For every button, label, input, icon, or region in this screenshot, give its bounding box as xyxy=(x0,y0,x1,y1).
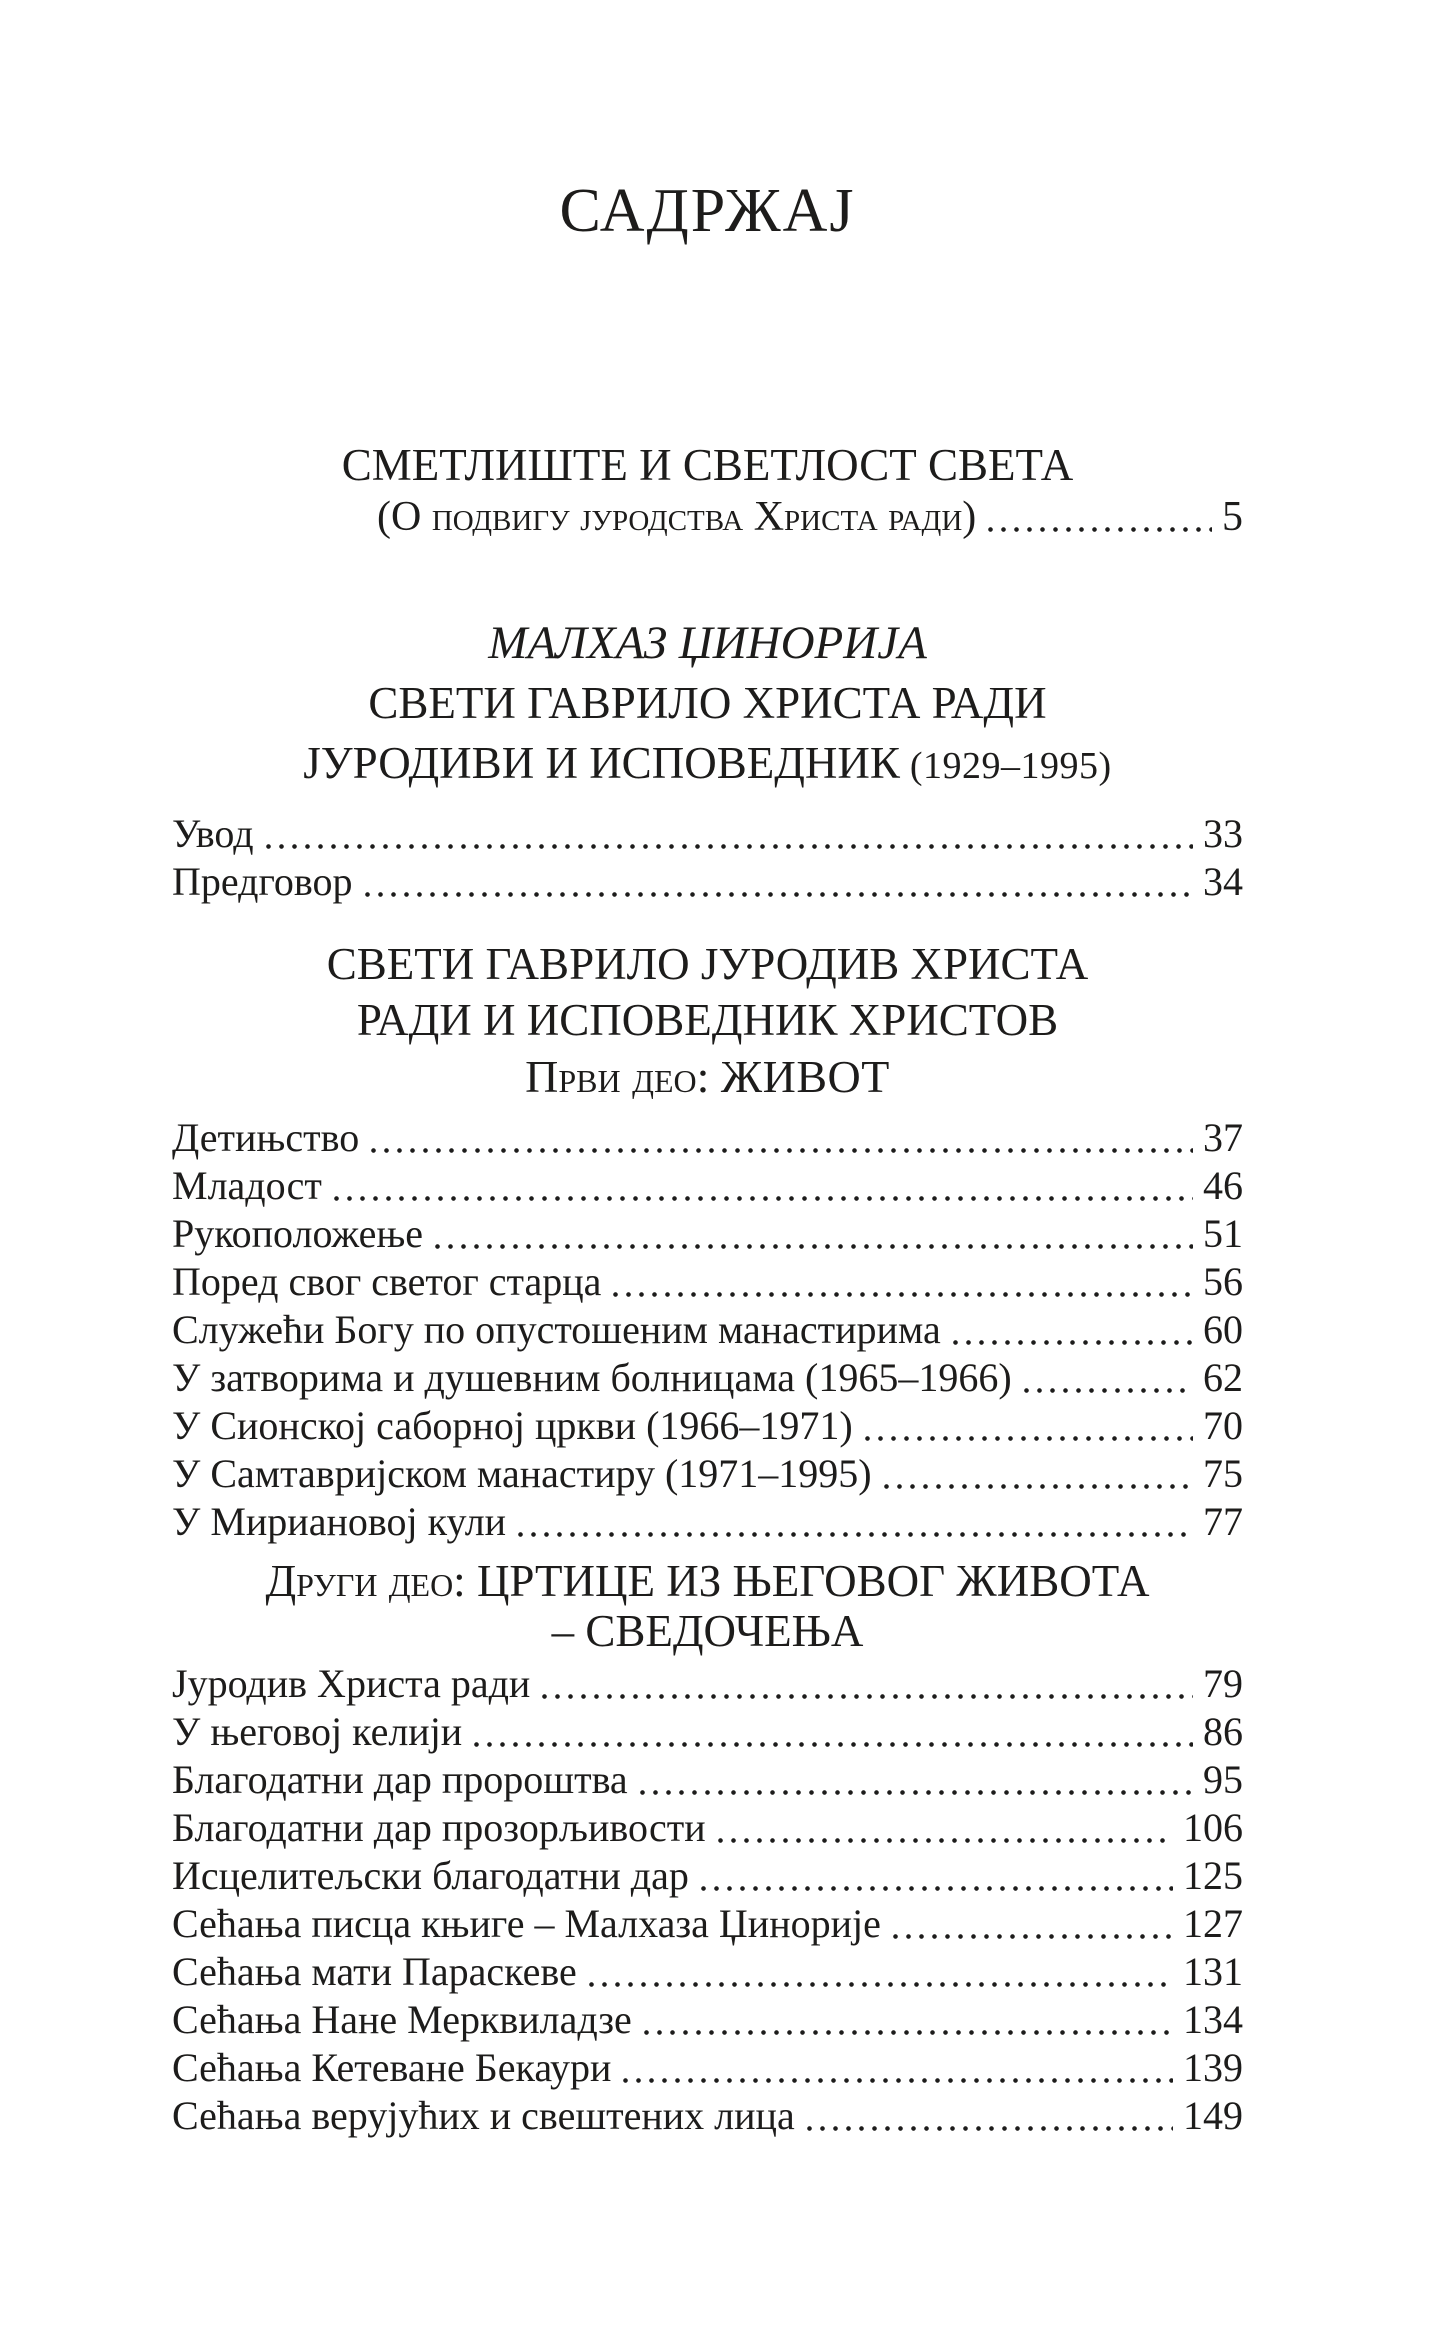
toc-entry-page: 62 xyxy=(1203,1355,1243,1400)
toc-entry-title: (О подвигу јуродства Христа ради) xyxy=(377,494,977,540)
toc-entry-title: Исцелитељски благодатни дар xyxy=(172,1853,689,1898)
part-label: Други део: xyxy=(265,1556,466,1606)
section-sveti-gavrilo xyxy=(172,936,1243,1546)
dot-leader xyxy=(330,1196,1193,1201)
toc-entry xyxy=(172,1402,1243,1450)
toc-entry xyxy=(172,1210,1243,1258)
toc-entry-title: Сећања Кетеване Бекаури xyxy=(172,2045,612,2090)
toc-entry xyxy=(172,1162,1243,1210)
dot-leader xyxy=(361,892,1194,897)
part-title: ЖИВОТ xyxy=(720,1051,890,1102)
dot-leader xyxy=(889,1934,1173,1939)
dot-leader xyxy=(514,1532,1193,1537)
toc-entry-title: Сећања мати Параскеве xyxy=(172,1949,577,1994)
section-malhaz xyxy=(172,613,1243,906)
toc-entry-page: 33 xyxy=(1203,811,1243,856)
toc-entries xyxy=(172,1660,1243,2140)
toc-entry-title: У Самтавријском манастиру (1971–1995) xyxy=(172,1451,872,1496)
toc-entry-title: Сећања верујућих и свештених лица xyxy=(172,2093,795,2138)
section-heading-line1: СВЕТИ ГАВРИЛО ХРИСТА РАДИ xyxy=(368,678,1047,728)
toc-entry-title: Увод xyxy=(172,811,254,856)
part-label: Први део: xyxy=(525,1051,710,1102)
toc-entry xyxy=(172,1900,1243,1948)
toc-entry-page: 60 xyxy=(1203,1307,1243,1352)
dot-leader xyxy=(697,1886,1173,1891)
toc-entry xyxy=(172,1852,1243,1900)
dot-leader xyxy=(861,1436,1193,1441)
dot-leader xyxy=(636,1790,1193,1795)
toc-entry-page: 46 xyxy=(1203,1163,1243,1208)
dot-leader xyxy=(984,527,1212,532)
spacer xyxy=(709,1051,721,1102)
dot-leader xyxy=(880,1484,1193,1489)
toc-entry-page: 5 xyxy=(1222,494,1243,540)
heading-years: (1929–1995) xyxy=(909,745,1112,787)
section-heading-line1: СВЕТИ ГАВРИЛО ЈУРОДИВ ХРИСТА xyxy=(326,939,1089,989)
toc-entry-page: 134 xyxy=(1183,1997,1243,2042)
dot-leader xyxy=(470,1742,1193,1747)
dot-leader xyxy=(803,2126,1173,2131)
toc-entry-title: Предговор xyxy=(172,859,353,904)
part-heading xyxy=(172,1048,1243,1106)
toc-entry-title: У затворима и душевним болницама (1965–1966) xyxy=(172,1355,1012,1400)
toc-entry-page: 95 xyxy=(1203,1757,1243,1802)
heading-text: ЈУРОДИВИ И ИСПОВЕДНИК xyxy=(303,738,900,788)
toc-entry-page: 106 xyxy=(1183,1805,1243,1850)
page-title: САДРЖАЈ xyxy=(559,177,856,245)
dot-leader xyxy=(609,1292,1193,1297)
dot-leader xyxy=(262,844,1193,849)
toc-entry-page: 79 xyxy=(1203,1661,1243,1706)
spacer xyxy=(466,1556,477,1606)
dot-leader xyxy=(367,1148,1193,1153)
toc-entry-title: Детињство xyxy=(172,1115,360,1160)
toc-entry xyxy=(172,858,1243,906)
toc-entry-title: Младост xyxy=(172,1163,322,1208)
part-heading-line1 xyxy=(172,1556,1243,1606)
part-title-line1: ЦРТИЦЕ ИЗ ЊЕГОВОГ ЖИВОТА xyxy=(476,1556,1150,1606)
toc-entry-title: Сећања Нане Мерквиладзе xyxy=(172,1997,632,2042)
toc-entry-title: Рукоположење xyxy=(172,1211,424,1256)
part-heading-line2: – СВЕДОЧЕЊА xyxy=(551,1606,864,1656)
toc-entries xyxy=(172,1114,1243,1546)
toc-entry-page: 56 xyxy=(1203,1259,1243,1304)
dot-leader xyxy=(640,2030,1173,2035)
toc-entry xyxy=(172,2092,1243,2140)
toc-entry xyxy=(172,1498,1243,1546)
dot-leader xyxy=(949,1340,1193,1345)
toc-entry-page: 75 xyxy=(1203,1451,1243,1496)
toc-entry-title: Јуродив Христа ради xyxy=(172,1661,531,1706)
dot-leader xyxy=(431,1244,1193,1249)
toc-entry-title: Служећи Богу по опустошеним манастирима xyxy=(172,1307,941,1352)
toc-entry-page: 131 xyxy=(1183,1949,1243,1994)
dot-leader xyxy=(1020,1388,1193,1393)
dot-leader xyxy=(585,1982,1173,1987)
toc-entry xyxy=(172,810,1243,858)
section-heading: СМЕТЛИШТЕ И СВЕТЛОСТ СВЕТА xyxy=(341,440,1074,490)
toc-entry xyxy=(172,1660,1243,1708)
toc-entry xyxy=(172,1354,1243,1402)
section-heading-line2 xyxy=(172,733,1243,796)
toc-entry xyxy=(172,1756,1243,1804)
toc-entry-page: 149 xyxy=(1183,2093,1243,2138)
toc-entry-title: Благодатни дар прозорљивости xyxy=(172,1805,706,1850)
toc-entry-title: У Мириановој кули xyxy=(172,1499,507,1544)
toc-entry xyxy=(172,1708,1243,1756)
toc-entries xyxy=(172,810,1243,906)
toc-entry-page: 37 xyxy=(1203,1115,1243,1160)
dot-leader xyxy=(538,1694,1193,1699)
section-drugi-deo xyxy=(172,1556,1243,2140)
dot-leader xyxy=(714,1838,1173,1843)
toc-entry-title: У његовој келији xyxy=(172,1709,463,1754)
toc-entry-title: У Сионској саборној цркви (1966–1971) xyxy=(172,1403,853,1448)
toc-entry-page: 125 xyxy=(1183,1853,1243,1898)
section-smetliste xyxy=(172,437,1243,541)
toc-entry xyxy=(172,1996,1243,2044)
toc-entry xyxy=(172,1450,1243,1498)
toc-entry xyxy=(172,1114,1243,1162)
toc-entry-page: 77 xyxy=(1203,1499,1243,1544)
toc-entry-page: 34 xyxy=(1203,859,1243,904)
dot-leader xyxy=(619,2078,1173,2083)
toc-entry xyxy=(172,1804,1243,1852)
author-heading: МАЛХАЗ ЏИНОРИЈА xyxy=(488,617,927,669)
toc-entry xyxy=(172,2044,1243,2092)
toc-entry-page: 127 xyxy=(1183,1901,1243,1946)
toc-entry xyxy=(172,1948,1243,1996)
toc-entry-page: 51 xyxy=(1203,1211,1243,1256)
toc-entry-page: 70 xyxy=(1203,1403,1243,1448)
toc-entry-title: Сећања писца књиге – Малхаза Џинорије xyxy=(172,1901,881,1946)
toc-entry xyxy=(172,1306,1243,1354)
toc-entry-page: 86 xyxy=(1203,1709,1243,1754)
section-heading-line2: РАДИ И ИСПОВЕДНИК ХРИСТОВ xyxy=(356,995,1059,1045)
toc-entry-title: Поред свог светог старца xyxy=(172,1259,602,1304)
toc-entry-title: Благодатни дар пророштва xyxy=(172,1757,628,1802)
toc-entry xyxy=(172,1258,1243,1306)
toc-entry-page: 139 xyxy=(1183,2045,1243,2090)
toc-entry xyxy=(172,493,1243,541)
